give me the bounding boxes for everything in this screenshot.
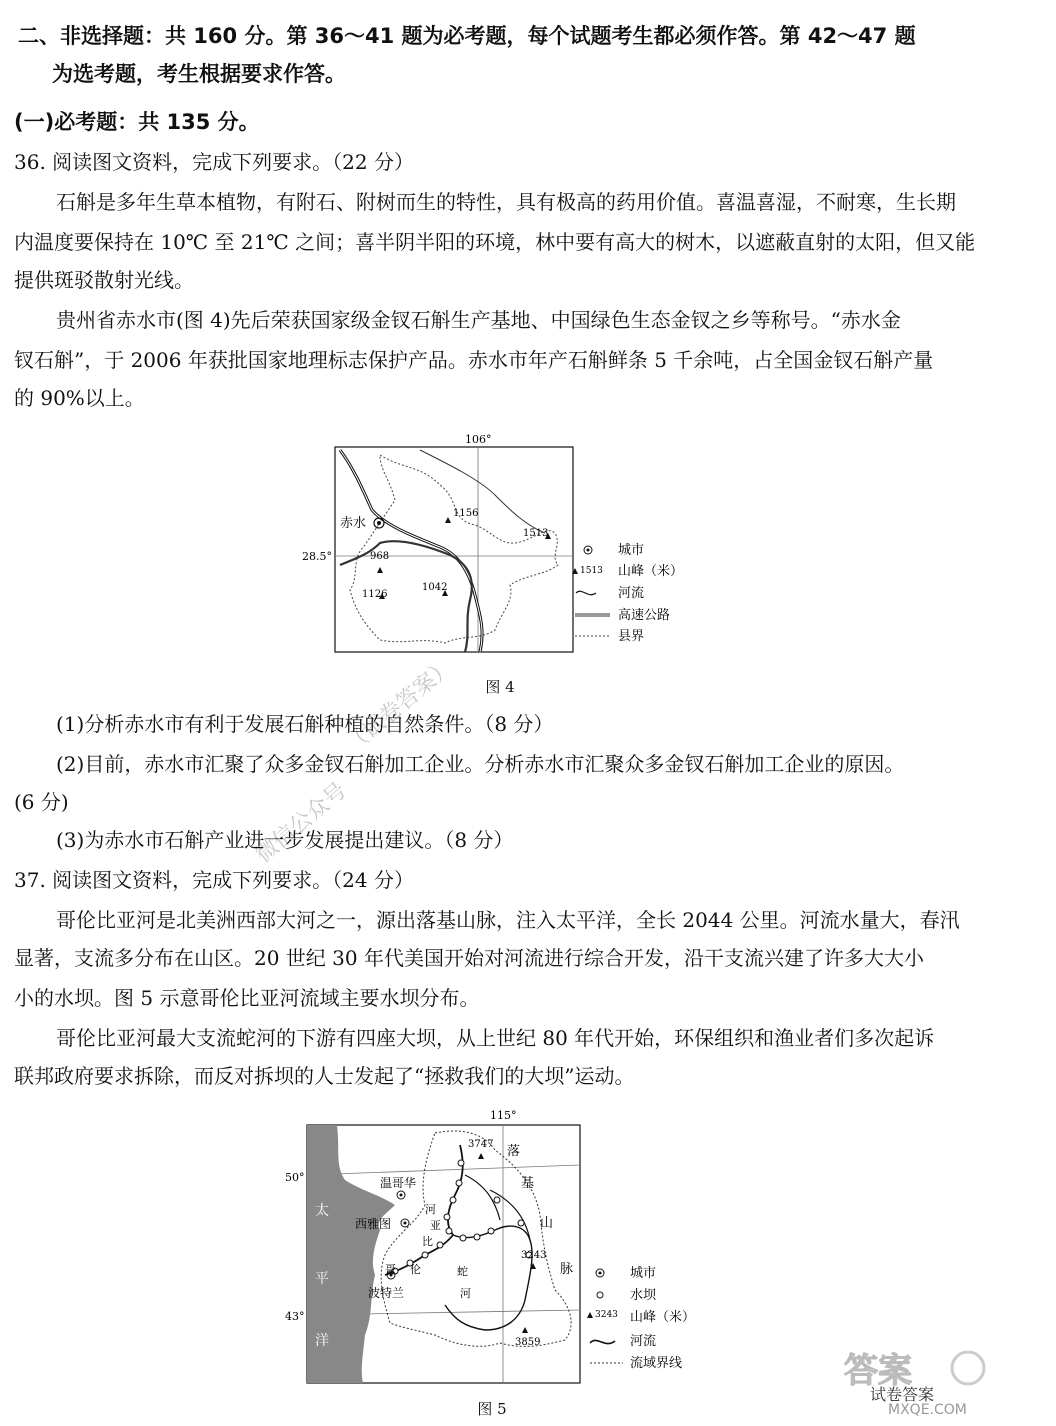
fig4-legend-river-icon — [576, 591, 596, 594]
watermark-1: 微信公众号 — [251, 778, 352, 868]
q36-sub2-line1: (2)目前，赤水市汇聚了众多金钗石斛加工企业。分析赤水市汇聚众多金钗石斛加工企业的原因。 — [56, 752, 905, 776]
fig5-lon: 115° — [490, 1109, 517, 1122]
figure-4-map — [302, 425, 690, 665]
q37-p2-line1: 哥伦比亚河最大支流蛇河的下游有四座大坝，从上世纪 80 年代开始，环保组织和渔业者们多次起诉 — [56, 1026, 935, 1050]
fig5-ocean-3: 洋 — [315, 1333, 329, 1349]
fig4-peak-1042-label: 1042 — [422, 582, 448, 593]
fig4-county-boundary — [350, 455, 558, 643]
fig5-legend-river-icon — [590, 1340, 615, 1343]
fig5-peak-3243: 3243 — [521, 1250, 547, 1261]
section-title-line2: 为选考题，考生根据要求作答。 — [52, 62, 346, 86]
site-logo — [840, 1342, 990, 1422]
fig5-snake-label-2: 河 — [460, 1287, 471, 1300]
fig5-legend-dam-icon — [597, 1292, 603, 1298]
fig4-highway — [340, 541, 472, 652]
fig5-river-label-5: 河 — [425, 1203, 436, 1216]
logo-sub: 试卷答案 — [870, 1385, 935, 1404]
fig5-ocean-1: 太 — [315, 1203, 329, 1219]
figure-5-svg — [285, 1105, 705, 1395]
fig4-peak-1156-label: 1156 — [453, 508, 479, 519]
q37-p1-line1: 哥伦比亚河是北美洲西部大河之一，源出落基山脉，注入太平洋，全长 2044 公里。河流水量大，春汛 — [56, 908, 960, 932]
fig5-mountain-1: 落 — [507, 1144, 521, 1159]
fig5-river-label-4: 亚 — [430, 1219, 441, 1232]
figure-5-map — [285, 1105, 705, 1395]
fig5-snake-label-1: 蛇 — [457, 1265, 468, 1278]
fig5-city-seattle: 西雅图 — [355, 1217, 392, 1231]
fig4-peak-1156-marker — [445, 517, 451, 523]
watermark-2: （试卷答案） — [341, 653, 459, 758]
fig4-city-label: 赤水 — [340, 516, 367, 531]
fig4-peak-1513-label: 1513 — [523, 528, 549, 539]
svg-text:答案: 答案 — [844, 1351, 912, 1391]
q37-p1-line3: 小的水坝。图 5 示意哥伦比亚河流域主要水坝分布。 — [14, 986, 480, 1010]
fig4-legend-peak: 山峰（米） — [618, 564, 684, 579]
q36-sub3: (3)为赤水市石斛产业进一步发展提出建议。（8 分） — [56, 828, 514, 852]
fig5-legend-dam: 水坝 — [630, 1288, 657, 1303]
fig5-legend-peak-icon — [587, 1312, 593, 1318]
fig5-peak-3859: 3859 — [515, 1337, 541, 1348]
fig5-river-label-3: 比 — [422, 1235, 433, 1248]
figure-5-caption: 图 5 — [477, 1400, 507, 1418]
q36-p2-line2: 钗石斛”，于 2006 年获批国家地理标志保护产品。赤水市年产石斛鲜条 5 千余吨，占全国金钗石斛产量 — [14, 348, 934, 372]
q37-heading: 37. 阅读图文资料，完成下列要求。（24 分） — [14, 868, 414, 892]
fig5-mountain-2: 基 — [521, 1176, 535, 1191]
fig4-river-main-inner — [340, 450, 482, 652]
fig5-river-label-1: 哥 — [385, 1263, 396, 1276]
fig4-lat: 28.5° — [302, 550, 332, 563]
fig4-peak-968-label: 968 — [370, 551, 390, 562]
figure-4-caption: 图 4 — [485, 678, 515, 696]
fig5-city-vancouver: 温哥华 — [380, 1176, 417, 1190]
fig5-legend-peak: 山峰（米） — [630, 1310, 696, 1325]
fig5-ocean-2: 平 — [315, 1271, 329, 1287]
fig5-lat-top: 50° — [285, 1171, 305, 1184]
q36-p1-line1: 石斛是多年生草本植物，有附石、附树而生的特性，具有极高的药用价值。喜温喜湿，不耐寒，生长期 — [56, 190, 956, 214]
figure-4-svg — [302, 425, 690, 665]
fig5-mountain-4: 脉 — [560, 1262, 574, 1277]
fig5-river-snake — [445, 1226, 532, 1330]
fig4-legend-highway: 高速公路 — [618, 608, 671, 623]
fig4-legend-city: 城市 — [618, 543, 645, 558]
q36-p2-line3: 的 90%以上。 — [14, 386, 145, 410]
q36-heading: 36. 阅读图文资料，完成下列要求。（22 分） — [14, 150, 414, 174]
q37-p1-line2: 显著，支流多分布在山区。20 世纪 30 年代美国开始对河流进行综合开发，沿干支流兴建了许多大大小 — [14, 946, 924, 970]
q36-p1-line2: 内温度要保持在 10℃ 至 21℃ 之间；喜半阴半阳的环境，林中要有高大的树木，以遮蔽直射的太阳，但又能 — [14, 230, 976, 254]
fig5-parallel-50 — [307, 1165, 580, 1175]
fig5-peak-3747: 3747 — [468, 1139, 494, 1150]
fig4-river-trib — [420, 450, 545, 533]
fig5-legend-city: 城市 — [630, 1266, 657, 1281]
logo-url: MXQE.COM — [888, 1402, 967, 1418]
fig5-river-label-2: 伦 — [410, 1263, 421, 1276]
fig4-legend-peak-value: 1513 — [580, 566, 603, 576]
fig5-city-portland: 波特兰 — [368, 1286, 405, 1300]
q36-sub1: (1)分析赤水市有利于发展石斛种植的自然条件。（8 分） — [56, 712, 554, 736]
fig5-peak-3859-marker — [522, 1327, 528, 1333]
q36-p1-line3: 提供斑驳散射光线。 — [14, 268, 194, 292]
q37-p2-line2: 联邦政府要求拆除，而反对拆坝的人士发起了“拯救我们的大坝”运动。 — [14, 1064, 635, 1088]
q36-sub2-line2: (6 分) — [14, 790, 69, 814]
fig5-lat-bottom: 43° — [285, 1310, 305, 1323]
fig4-peak-1126-label: 1126 — [362, 589, 388, 600]
fig4-legend-river: 河流 — [618, 586, 645, 601]
fig5-legend-basin: 流域界线 — [630, 1356, 683, 1371]
fig4-legend-boundary: 县界 — [618, 629, 645, 644]
fig5-mountain-3: 山 — [540, 1216, 554, 1231]
subsection-title: (一)必考题：共 135 分。 — [14, 110, 260, 134]
fig4-lon: 106° — [465, 433, 492, 446]
fig5-legend-river: 河流 — [630, 1334, 657, 1349]
fig4-river-main — [340, 450, 482, 652]
section-title-line1: 二、非选择题：共 160 分。第 36～41 题为必考题，每个试题考生都必须作答。第 42～47 题 — [18, 24, 916, 48]
fig4-peak-968-marker — [377, 567, 383, 573]
fig5-legend-peak-value: 3243 — [595, 1310, 618, 1320]
q36-p2-line1: 贵州省赤水市(图 4)先后荣获国家级金钗石斛生产基地、中国绿色生态金钗之乡等称号。“赤水金 — [56, 308, 901, 332]
fig4-city-dot — [377, 521, 381, 525]
fig5-peak-3747-marker — [478, 1153, 484, 1159]
